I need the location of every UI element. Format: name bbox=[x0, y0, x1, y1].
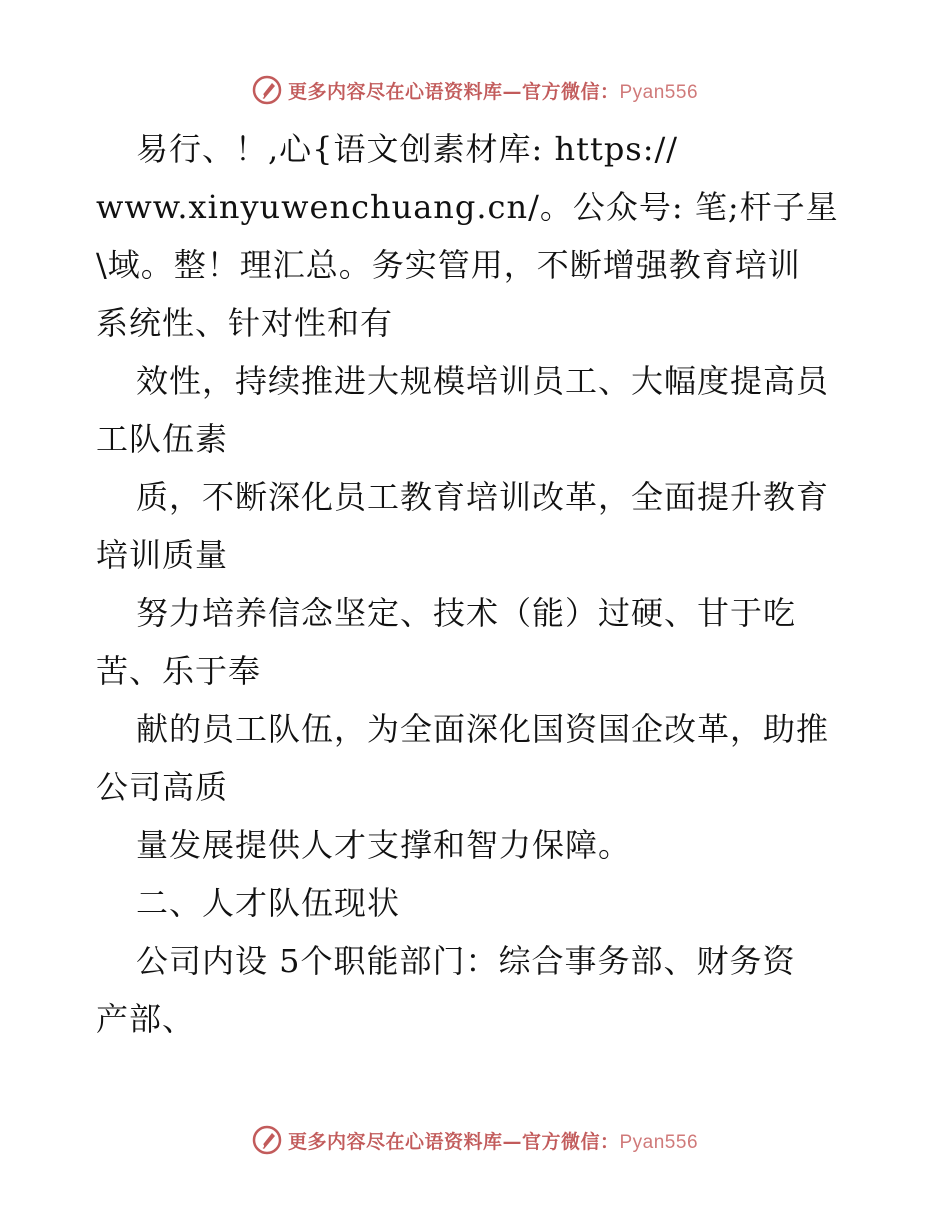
text-line-3: \域。整！理汇总。务实管用，不断增强教育培训 bbox=[96, 246, 801, 284]
text-line-7: 质，不断深化员工教育培训改革，全面提升教育 bbox=[136, 478, 830, 516]
section-heading: 二、人才队伍现状 bbox=[136, 884, 401, 922]
text-line-9: 努力培养信念坚定、技术（能）过硬、甘于吃 bbox=[136, 594, 797, 632]
footer-wechat-id: Pyan556 bbox=[619, 1131, 699, 1153]
text-line-10: 苦、乐于奉 bbox=[96, 652, 262, 690]
text-line-1: 易行、！,心{语文创素材库: https:// bbox=[136, 130, 679, 168]
pen-logo-icon bbox=[252, 1125, 282, 1155]
text-line-11: 献的员工队伍，为全面深化国资国企改革，助推 bbox=[136, 710, 830, 748]
text-line-13: 量发展提供人才支撑和智力保障。 bbox=[136, 826, 632, 864]
footer-watermark-text: 更多内容尽在心语资料库—官方微信：Pyan556 bbox=[287, 1130, 699, 1153]
document-body bbox=[96, 120, 856, 1048]
text-line-2: www.xinyuwenchuang.cn/。公众号: 笔;杆子星 bbox=[96, 188, 839, 226]
text-line-5: 效性，持续推进大规模培训员工、大幅度提高员 bbox=[136, 362, 830, 400]
text-line-16: 产部、 bbox=[96, 1000, 196, 1038]
text-line-8: 培训质量 bbox=[96, 536, 229, 574]
header-watermark-banner bbox=[0, 70, 950, 110]
header-wechat-id: Pyan556 bbox=[619, 81, 699, 103]
text-line-6: 工队伍素 bbox=[96, 420, 229, 458]
pen-logo-icon bbox=[252, 75, 282, 105]
footer-watermark-banner bbox=[0, 1120, 950, 1160]
text-line-4: 系统性、针对性和有 bbox=[96, 304, 394, 342]
text-line-12: 公司高质 bbox=[96, 768, 229, 806]
header-watermark-text: 更多内容尽在心语资料库—官方微信：Pyan556 bbox=[287, 80, 699, 103]
text-line-15: 公司内设 5个职能部门：综合事务部、财务资 bbox=[136, 942, 796, 980]
